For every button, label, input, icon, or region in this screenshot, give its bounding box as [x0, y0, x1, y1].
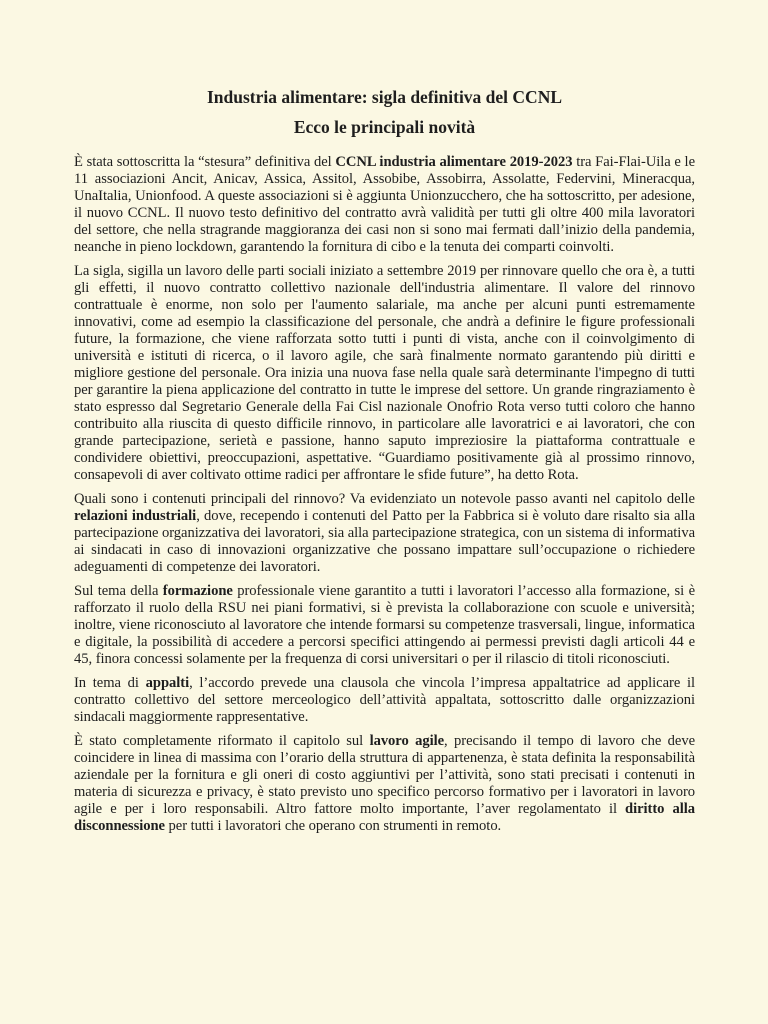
paragraph-industrial-relations [74, 491, 695, 576]
paragraph-contracts [74, 675, 695, 726]
text-run: È stata sottoscritta la “stesura” definitiva del [74, 154, 336, 170]
bold-text: relazioni industriali [74, 508, 197, 524]
paragraph-smart-working [74, 733, 695, 835]
document-title: Industria alimentare: sigla definitiva del CCNL [206, 87, 563, 107]
text-run: , precisando il tempo di lavoro che deve coincidere in linea di massima con l’orario della struttura di appartenenza, è stata definita la responsabilità aziendale per la fornitura e gli oneri di costo aggiuntivi per l’attività, sono stati precisati i contenuti in materia di sicurezza e privacy, è stato previsto uno specifico percorso formativo per i lavoratori in lavoro agile e per i loro responsabili. Altro fattore molto importante, l’aver regolamentato il [74, 733, 695, 817]
bold-text: appalti [145, 675, 190, 691]
bold-text: CCNL industria alimentare 2019-2023 [335, 154, 573, 170]
text-run: Sul tema della [74, 583, 163, 599]
text-run: per tutti i lavoratori che operano con strumenti in remoto. [164, 818, 502, 834]
document-page [74, 82, 695, 842]
paragraph-signing [74, 263, 695, 484]
text-run: In tema di [74, 675, 146, 691]
text-run: , dove, recependo i contenuti del Patto per la Fabbrica si è voluto dare risalto sia alla partecipazione organizzativa dei lavoratori, sia alla partecipazione strategica, con un sistema di informativa ai sindacati in caso di innovazioni organizzative che possano impattare sull’occupazione o richiedere adeguamenti di competenze dei lavoratori. [74, 508, 695, 575]
bold-text: formazione [162, 583, 233, 599]
text-run: tra Fai-Flai-Uila e le 11 associazioni Ancit, Anicav, Assica, Assitol, Assobibe, Assobirra, Assolatte, Federvini, Mineracqua, UnaItalia, Unionfood. A queste associazioni si è aggiunta Unionzucchero, che ha sottoscritto, per adesione, il nuovo CCNL. Il nuovo testo definitivo del contratto avrà validità per tutti gli oltre 400 mila lavoratori del settore, che nella stragrande maggioranza dei casi non si sono mai fermati dall’inizio della pandemia, neanche in pieno lockdown, garantendo la fornitura di cibo e la tenuta dei comparti coinvolti. [74, 154, 695, 255]
title-block [74, 82, 695, 142]
text-run: È stato completamente riformato il capitolo sul [74, 733, 370, 749]
bold-text: diritto alla disconnessione [74, 801, 695, 834]
document-subtitle: Ecco le principali novità [293, 117, 476, 137]
text-run: La sigla, sigilla un lavoro delle parti sociali iniziato a settembre 2019 per rinnovare quello che ora è, a tutti gli effetti, il nuovo contratto collettivo nazionale dell'industria alimentare. Il valore del rinnovo contrattuale è enorme, non solo per l'aumento salariale, ma anche per alcuni punti estremamente innovativi, come ad esempio la classificazione del personale, che andrà a definire le figure professionali future, la formazione, che viene rafforzata sotto tutti i punti di vista, anche con il coinvolgimento di università e istituti di ricerca, o il lavoro agile, che sarà finalmente normato garantendo più diritti e migliore gestione del personale. Ora inizia una nuova fase nella quale sarà determinante l'impegno di tutti per garantire la piena applicazione del contratto in tutte le imprese del settore. Un grande ringraziamento è stato espresso dal Segretario Generale della Fai Cisl nazionale Onofrio Rota verso tutti coloro che hanno contribuito alla riuscita di questo difficile rinnovo, in particolare alle lavoratrici e ai lavoratori, che con grande partecipazione, serietà e passione, hanno saputo impreziosire la piattaforma contrattuale e condividere obiettivi, preoccupazioni, aspettative. “Guardiamo positivamente già al prossimo rinnovo, consapevoli di aver coltivato ottime radici per affrontare le sfide future”, ha detto Rota. [74, 263, 695, 483]
text-run: , l’accordo prevede una clausola che vincola l’impresa appaltatrice ad applicare il contratto collettivo del settore merceologico dell’attività appaltata, sottoscritto dalle organizzazioni sindacali maggiormente rappresentative. [74, 675, 695, 725]
paragraph-intro [74, 154, 695, 256]
text-run: professionale viene garantito a tutti i lavoratori l’accesso alla formazione, si è rafforzato il ruolo della RSU nei piani formativi, si è prevista la collaborazione con scuole e università; inoltre, viene riconosciuto al lavoratore che intende formarsi su competenze trasversali, lingue, informatica e digitale, la possibilità di accedere a percorsi specifici attingendo ai permessi previsti dagli articoli 44 e 45, finora concessi solamente per la frequenza di corsi universitari o per il rilascio di titoli riconosciuti. [74, 583, 695, 667]
text-run: Quali sono i contenuti principali del rinnovo? Va evidenziato un notevole passo avanti nel capitolo delle [74, 491, 695, 507]
bold-text: lavoro agile [369, 733, 445, 749]
paragraph-training [74, 583, 695, 668]
